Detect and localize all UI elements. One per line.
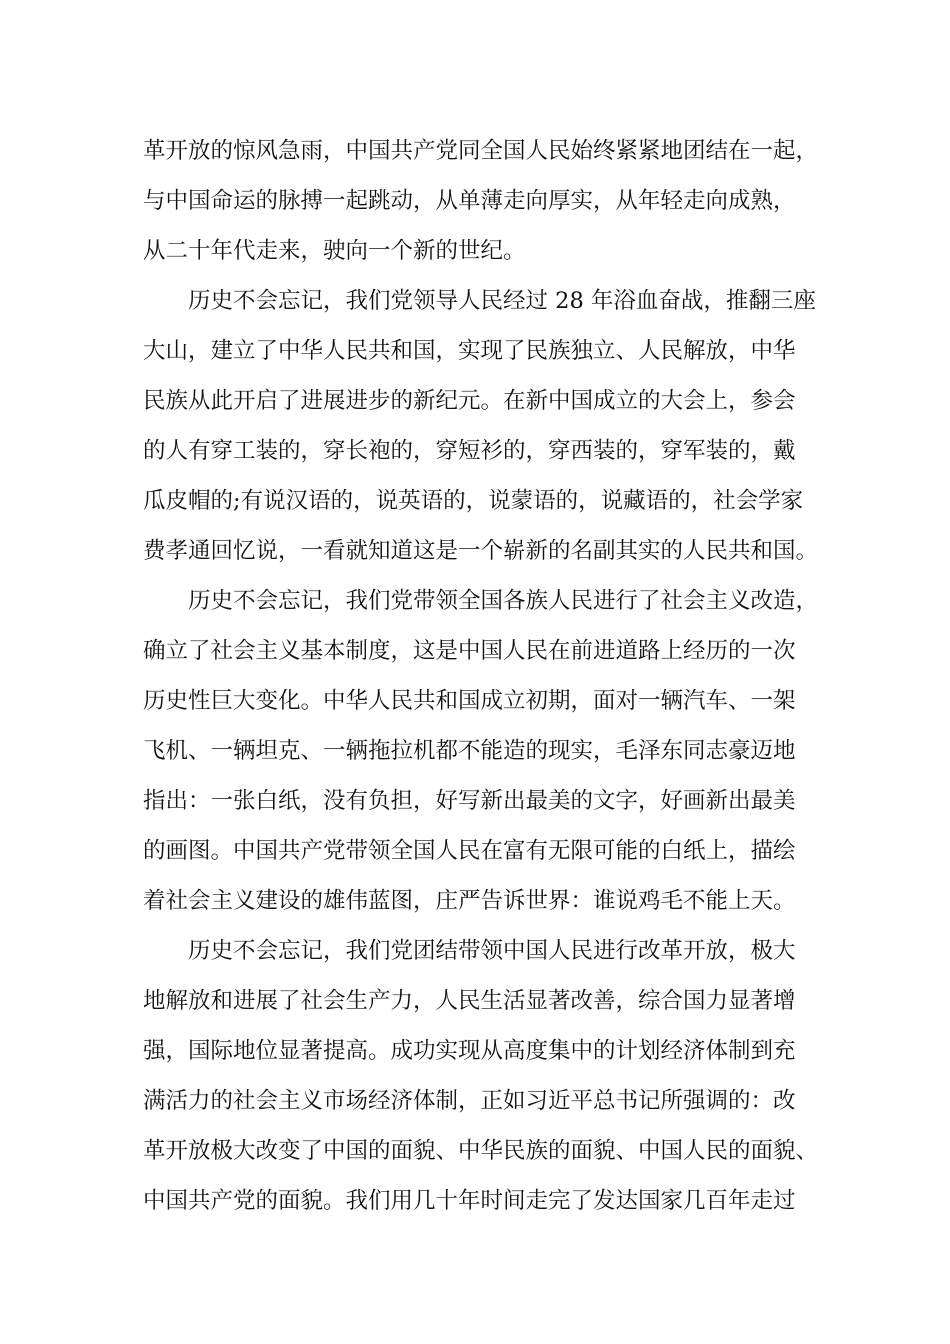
document-body <box>143 126 833 1226</box>
paragraph-line: 指出：一张白纸，没有负担，好写新出最美的文字，好画新出最美 <box>143 788 796 814</box>
paragraph-line: 大山，建立了中华人民共和国，实现了民族独立、人民解放，中华 <box>143 338 796 364</box>
paragraph-line: 费孝通回忆说，一看就知道这是一个崭新的名副其实的人民共和国。 <box>143 538 819 564</box>
paragraph-1 <box>143 126 833 276</box>
paragraph-line: 的人有穿工装的，穿长袍的，穿短衫的，穿西装的，穿军装的，戴 <box>143 438 796 464</box>
paragraph-line: 民族从此开启了进展进步的新纪元。在新中国成立的大会上，参会 <box>143 388 796 414</box>
paragraph-line: 历史性巨大变化。中华人民共和国成立初期，面对一辆汽车、一架 <box>143 688 796 714</box>
paragraph-line: 中国共产党的面貌。我们用几十年时间走完了发达国家几百年走过 <box>143 1188 796 1214</box>
paragraph-line: 确立了社会主义基本制度，这是中国人民在前进道路上经历的一次 <box>143 638 796 664</box>
paragraph-line: 瓜皮帽的;有说汉语的，说英语的，说蒙语的，说藏语的，社会学家 <box>143 488 804 514</box>
paragraph-first-line: 历史不会忘记，我们党带领全国各族人民进行了社会主义改造， <box>188 588 819 614</box>
paragraph-2 <box>143 276 833 576</box>
paragraph-line: 地解放和进展了社会生产力，人民生活显著改善，综合国力显著增 <box>143 988 796 1014</box>
paragraph-line: 满活力的社会主义市场经济体制，正如习近平总书记所强调的：改 <box>143 1088 796 1114</box>
paragraph-line: 与中国命运的脉搏一起跳动，从单薄走向厚实，从年轻走向成熟， <box>143 188 796 214</box>
paragraph-line: 强，国际地位显著提高。成功实现从高度集中的计划经济体制到充 <box>143 1038 796 1064</box>
paragraph-3 <box>143 576 833 926</box>
paragraph-line: 革开放极大改变了中国的面貌、中华民族的面貌、中国人民的面貌、 <box>143 1138 819 1164</box>
paragraph-line: 革开放的惊风急雨，中国共产党同全国人民始终紧紧地团结在一起， <box>143 138 819 164</box>
paragraph-first-line: 历史不会忘记，我们党领导人民经过 28 年浴血奋战，推翻三座 <box>188 288 816 314</box>
paragraph-line: 着社会主义建设的雄伟蓝图，庄严告诉世界：谁说鸡毛不能上天。 <box>143 888 796 914</box>
paragraph-first-line: 历史不会忘记，我们党团结带领中国人民进行改革开放，极大 <box>188 938 796 964</box>
paragraph-line: 从二十年代走来，驶向一个新的世纪。 <box>143 238 526 264</box>
paragraph-4 <box>143 926 833 1226</box>
paragraph-line: 的画图。中国共产党带领全国人民在富有无限可能的白纸上，描绘 <box>143 838 796 864</box>
paragraph-line: 飞机、一辆坦克、一辆拖拉机都不能造的现实，毛泽东同志豪迈地 <box>143 738 796 764</box>
